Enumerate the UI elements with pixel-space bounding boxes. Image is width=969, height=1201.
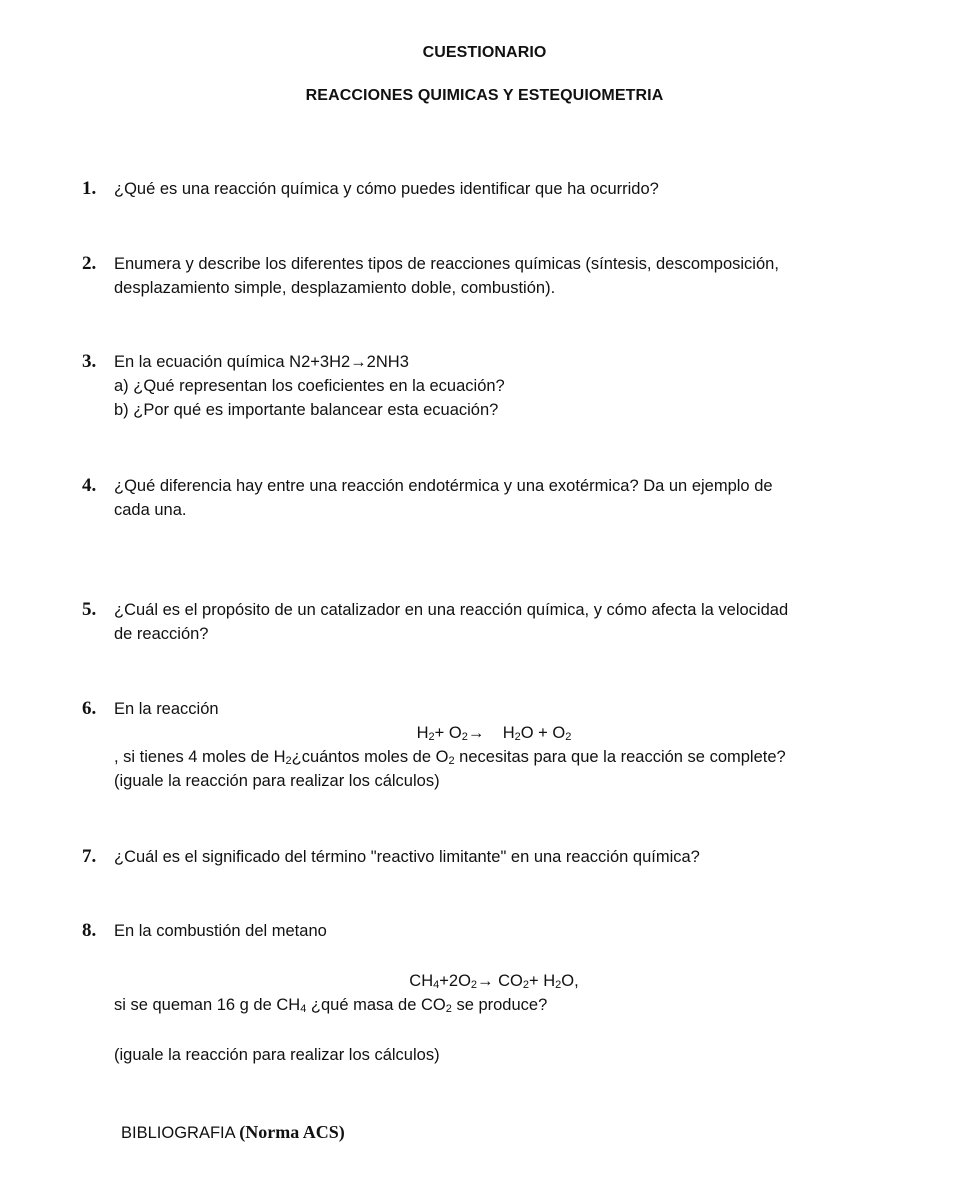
document-subtitle: REACCIONES QUIMICAS Y ESTEQUIOMETRIA bbox=[305, 87, 664, 104]
bibliography-note: (Norma ACS) bbox=[239, 1122, 345, 1142]
question-instruction: (iguale la reacción para realizar los cálculos) bbox=[114, 772, 440, 790]
question-subpart-b: b) ¿Por qué es importante balancear esta ecuación? bbox=[114, 401, 499, 419]
question-number: 6. bbox=[82, 698, 97, 719]
bibliography bbox=[121, 1122, 345, 1143]
bibliography-label: BIBLIOGRAFIA bbox=[121, 1124, 240, 1142]
question-text-line: , si tienes 4 moles de $H_2¿cuántos$ moles de $O_2$ necesitas para que la reacción se complete? bbox=[114, 748, 786, 767]
question-text: ¿Cuál es el significado del término "reactivo limitante" en una reacción química? bbox=[114, 848, 700, 866]
chemical-equation: $CH_4+2O_2\to CO_2+ H_2O$, bbox=[409, 972, 579, 991]
question-text-line: ¿Qué diferencia hay entre una reacción endotérmica y una exotérmica? Da un ejemplo de bbox=[114, 477, 773, 495]
document-title: CUESTIONARIO bbox=[422, 44, 547, 61]
question-text-line: En la combustión del metano bbox=[114, 922, 327, 940]
question-number: 1. bbox=[82, 178, 97, 199]
question-number: 7. bbox=[82, 846, 97, 867]
question-text: ¿Qué es una reacción química y cómo puedes identificar que ha ocurrido? bbox=[114, 180, 659, 198]
question-number: 4. bbox=[82, 475, 97, 496]
question-number: 5. bbox=[82, 599, 97, 620]
question-number: 8. bbox=[82, 920, 97, 941]
chemical-equation: $H_2+ O_2\to$ $H_2O + O_2$ bbox=[416, 724, 572, 743]
question-text-line: En la ecuación química N2+3H2→2NH3 bbox=[114, 353, 409, 371]
question-subpart-a: a) ¿Qué representan los coeficientes en la ecuación? bbox=[114, 377, 505, 395]
question-number: 3. bbox=[82, 351, 97, 372]
question-instruction: (iguale la reacción para realizar los cálculos) bbox=[114, 1046, 440, 1064]
question-text-line: cada una. bbox=[114, 501, 187, 519]
question-text-line: desplazamiento simple, desplazamiento doble, combustión). bbox=[114, 279, 556, 297]
question-text-line: En la reacción bbox=[114, 700, 219, 718]
question-text-line: ¿Cuál es el propósito de un catalizador en una reacción química, y cómo afecta la velocidad bbox=[114, 601, 789, 619]
question-text-line: Enumera y describe los diferentes tipos de reacciones químicas (síntesis, descomposición, bbox=[114, 255, 779, 273]
question-number: 2. bbox=[82, 253, 97, 274]
question-text-line: de reacción? bbox=[114, 625, 209, 643]
question-text-line: si se queman 16 g de $CH_4$ ¿qué masa de $CO_2$ se produce? bbox=[114, 996, 548, 1015]
